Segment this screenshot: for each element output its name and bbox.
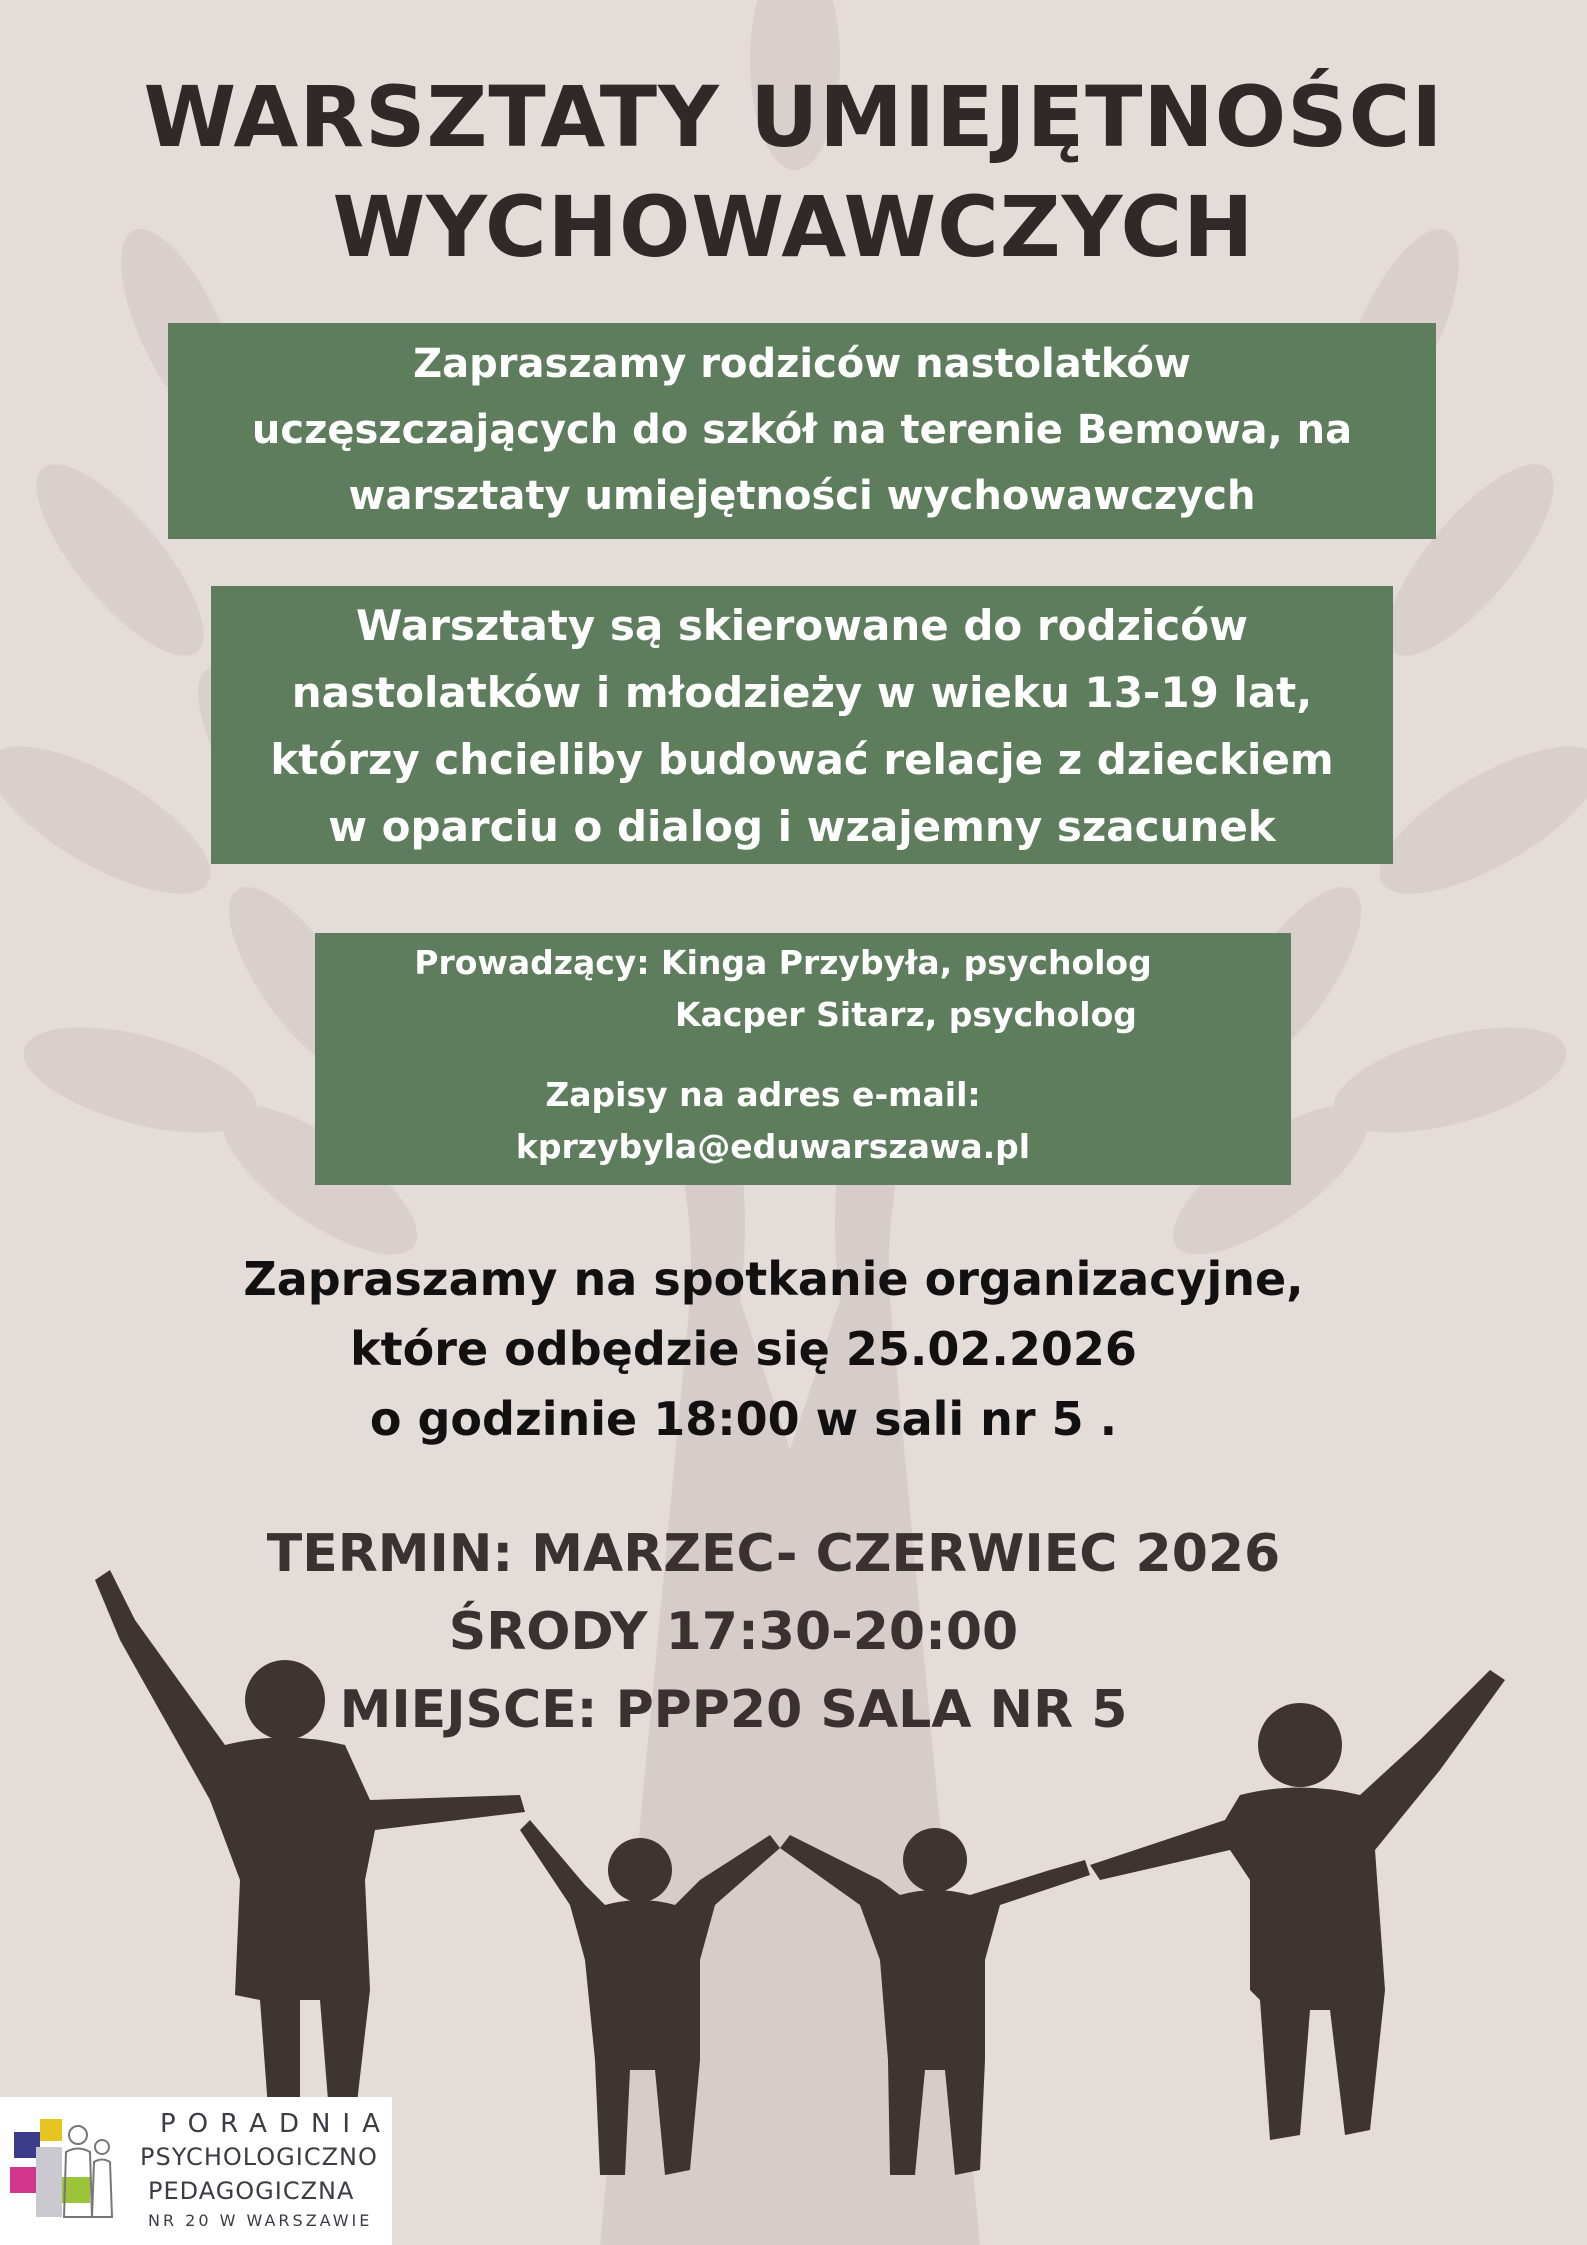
target-group-box (211, 586, 1393, 864)
leaders-line-1: Prowadzący: Kinga Przybyła, psycholog (414, 943, 1152, 982)
invite-box (168, 323, 1436, 539)
contact-box (315, 933, 1291, 1185)
puzzle-people-icon (6, 2107, 116, 2237)
logo-line-2: PSYCHOLOGICZNO (140, 2143, 378, 2171)
schedule-info (0, 1515, 1587, 1749)
spacer (315, 1041, 1291, 1069)
invite-line: uczęszczających do szkół na terenie Bemowa, na (251, 407, 1353, 453)
leaders-line-2: Kacper Sitarz, psycholog (675, 995, 1137, 1034)
meeting-line: o godzinie 18:00 w sali nr 5 . (369, 1392, 1118, 1446)
signup-label: Zapisy na adres e-mail: (545, 1075, 981, 1114)
target-line: Warsztaty są skierowane do rodziców (356, 601, 1248, 650)
logo-line-3: PEDAGOGICZNA (148, 2177, 355, 2205)
meeting-line: które odbędzie się 25.02.2026 (350, 1322, 1137, 1376)
schedule-term: TERMIN: MARZEC- CZERWIEC 2026 (266, 1524, 1281, 1584)
ppp20-logo (0, 2097, 392, 2245)
email-address[interactable]: kprzybyla@eduwarszawa.pl (515, 1127, 1031, 1166)
target-line: którzy chcieliby budować relacje z dzieckiem (270, 735, 1334, 784)
logo-line-1: PORADNIA (160, 2109, 392, 2139)
title-line-2: WYCHOWAWCZYCH (332, 178, 1255, 276)
invite-line: Zapraszamy rodziców nastolatków (413, 341, 1191, 387)
target-line: nastolatków i młodzieży w wieku 13-19 lat, (291, 668, 1313, 717)
target-line: w oparciu o dialog i wzajemny szacunek (328, 802, 1276, 851)
title-line-1: WARSZTATY UMIEJĘTNOŚCI (143, 68, 1444, 166)
schedule-place: MIEJSCE: PPP20 SALA NR 5 (339, 1680, 1128, 1740)
invite-line: warsztaty umiejętności wychowawczych (348, 473, 1256, 519)
meeting-info (0, 1244, 1587, 1454)
schedule-days: ŚRODY 17:30-20:00 (448, 1602, 1019, 1662)
logo-line-4: NR 20 W WARSZAWIE (148, 2211, 373, 2230)
meeting-line: Zapraszamy na spotkanie organizacyjne, (243, 1252, 1304, 1306)
